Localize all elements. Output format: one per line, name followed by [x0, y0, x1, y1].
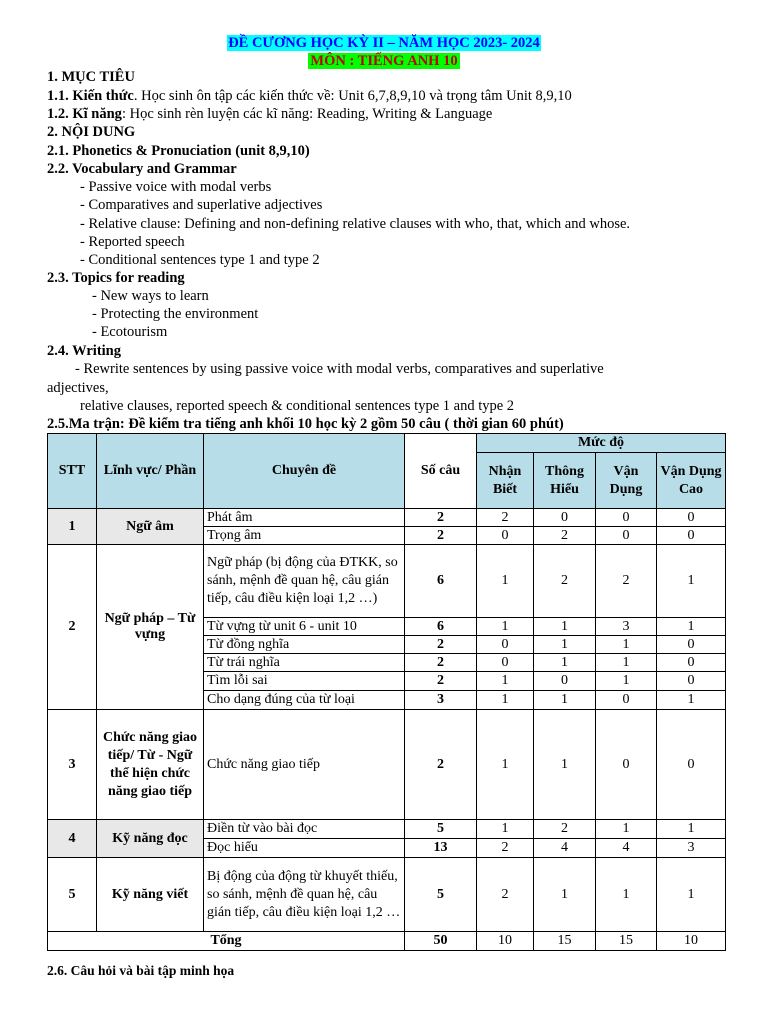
cell-vdc: 0: [657, 672, 726, 691]
cell-nb: 1: [477, 820, 534, 839]
cell-topic: Ngữ pháp (bị động của ĐTKK, so sánh, mệnh đề quan hệ, câu gián tiếp, câu điều kiện loại 1,2 …): [204, 545, 405, 618]
cell-vd: 0: [596, 691, 657, 710]
section-2-1: 2.1. Phonetics & Pronuciation (unit 8,9,10): [47, 143, 310, 159]
cell-vd: 0: [596, 509, 657, 527]
cell-vd: 1: [596, 636, 657, 654]
cell-count: 2: [405, 654, 477, 672]
cell-topic: Tìm lỗi sai: [204, 672, 405, 691]
cell-vd: 2: [596, 545, 657, 618]
cell-th: 4: [534, 839, 596, 858]
cell-stt: 1: [48, 509, 97, 545]
cell-field: Ngữ pháp – Từ vựng: [97, 545, 204, 710]
section-2-4: 2.4. Writing: [47, 343, 121, 359]
cell-topic: Điền từ vào bài đọc: [204, 820, 405, 839]
table-row: [48, 545, 726, 618]
grammar-item: - Relative clause: Defining and non-defining relative clauses with who, that, which and whose.: [80, 216, 631, 232]
section-2-3: 2.3. Topics for reading: [47, 270, 185, 286]
cell-vdc: 0: [657, 509, 726, 527]
cell-count: 2: [405, 672, 477, 691]
cell-vdc: 1: [657, 858, 726, 932]
cell-count: 2: [405, 636, 477, 654]
header-topic: Chuyên đề: [204, 434, 405, 509]
total-th: 15: [534, 932, 596, 951]
cell-th: 2: [534, 820, 596, 839]
document-subtitle: MÔN : TIẾNG ANH 10: [310, 53, 458, 69]
cell-stt: 5: [48, 858, 97, 932]
grammar-item: - Reported speech: [80, 234, 185, 250]
cell-th: 1: [534, 858, 596, 932]
header-vd: Vận Dụng: [596, 453, 657, 509]
cell-topic: Trọng âm: [204, 527, 405, 545]
total-label: Tổng: [48, 932, 405, 951]
cell-topic: Đọc hiểu: [204, 839, 405, 858]
table-row: [48, 509, 726, 527]
reading-topic: - Ecotourism: [92, 324, 168, 340]
writing-line: adjectives,: [47, 380, 109, 396]
cell-count: 2: [405, 509, 477, 527]
cell-vdc: 1: [657, 691, 726, 710]
cell-th: 1: [534, 654, 596, 672]
cell-vdc: 1: [657, 618, 726, 636]
cell-nb: 1: [477, 691, 534, 710]
cell-topic: Từ trái nghĩa: [204, 654, 405, 672]
cell-nb: 2: [477, 858, 534, 932]
cell-vdc: 0: [657, 710, 726, 820]
table-total-row: [48, 932, 726, 951]
header-th: Thông Hiểu: [534, 453, 596, 509]
total-count: 50: [405, 932, 477, 951]
cell-th: 1: [534, 636, 596, 654]
cell-topic: Từ đồng nghĩa: [204, 636, 405, 654]
table-row: [48, 858, 726, 932]
total-nb: 10: [477, 932, 534, 951]
header-level: Mức độ: [477, 434, 726, 453]
cell-vdc: 3: [657, 839, 726, 858]
cell-field: Kỹ năng viết: [97, 858, 204, 932]
cell-count: 2: [405, 527, 477, 545]
cell-stt: 3: [48, 710, 97, 820]
cell-th: 1: [534, 710, 596, 820]
cell-count: 2: [405, 710, 477, 820]
cell-topic: Từ vựng từ unit 6 - unit 10: [204, 618, 405, 636]
cell-vdc: 0: [657, 527, 726, 545]
cell-th: 0: [534, 509, 596, 527]
cell-nb: 2: [477, 509, 534, 527]
cell-topic: Phát âm: [204, 509, 405, 527]
cell-field: Ngữ âm: [97, 509, 204, 545]
cell-field: Chức năng giao tiếp/ Từ - Ngữ thể hiện chức năng giao tiếp: [97, 710, 204, 820]
grammar-item: - Conditional sentences type 1 and type 2: [80, 252, 320, 268]
cell-vd: 3: [596, 618, 657, 636]
header-vdc: Vận Dụng Cao: [657, 453, 726, 509]
section-1-2: 1.2. Kĩ năng: Học sinh rèn luyện các kĩ năng: Reading, Writing & Language: [47, 106, 493, 122]
total-vd: 15: [596, 932, 657, 951]
cell-vd: 1: [596, 672, 657, 691]
cell-vdc: 0: [657, 636, 726, 654]
cell-nb: 1: [477, 545, 534, 618]
cell-topic: Chức năng giao tiếp: [204, 710, 405, 820]
table-header-row: [48, 434, 726, 453]
cell-vd: 0: [596, 710, 657, 820]
cell-topic: Cho dạng đúng của từ loại: [204, 691, 405, 710]
document-title: ĐỀ CƯƠNG HỌC KỲ II – NĂM HỌC 2023- 2024: [228, 35, 540, 51]
header-stt: STT: [48, 434, 97, 509]
section-2-heading: 2. NỘI DUNG: [47, 124, 136, 140]
reading-topic: - Protecting the environment: [92, 306, 259, 322]
header-field: Lĩnh vực/ Phần: [97, 434, 204, 509]
cell-vdc: 0: [657, 654, 726, 672]
cell-th: 2: [534, 527, 596, 545]
grammar-item: - Comparatives and superlative adjectives: [80, 197, 323, 213]
writing-line: - Rewrite sentences by using passive voice with modal verbs, comparatives and superlative: [75, 361, 604, 377]
cell-vd: 0: [596, 527, 657, 545]
cell-vdc: 1: [657, 545, 726, 618]
cell-nb: 0: [477, 654, 534, 672]
section-1-heading: 1. MỤC TIÊU: [47, 69, 135, 85]
cell-count: 6: [405, 618, 477, 636]
cell-stt: 2: [48, 545, 97, 710]
cell-th: 0: [534, 672, 596, 691]
cell-count: 6: [405, 545, 477, 618]
cell-nb: 0: [477, 636, 534, 654]
cell-field: Kỹ năng đọc: [97, 820, 204, 858]
cell-nb: 1: [477, 618, 534, 636]
cell-vd: 1: [596, 820, 657, 839]
section-1-1: 1.1. Kiến thức. Học sinh ôn tập các kiến thức về: Unit 6,7,8,9,10 và trọng tâm Unit 8,9,10: [47, 88, 572, 104]
cell-vd: 1: [596, 654, 657, 672]
cell-count: 3: [405, 691, 477, 710]
cell-topic: Bị động của động từ khuyết thiếu, so sánh, mệnh đề quan hệ, câu gián tiếp, câu điều kiện loại 1,2 …: [204, 858, 405, 932]
cell-count: 13: [405, 839, 477, 858]
cell-stt: 4: [48, 820, 97, 858]
test-matrix-table: [47, 433, 726, 951]
cell-nb: 1: [477, 672, 534, 691]
total-vdc: 10: [657, 932, 726, 951]
cell-vd: 1: [596, 858, 657, 932]
header-nb: Nhận Biết: [477, 453, 534, 509]
table-row: [48, 710, 726, 820]
cell-th: 1: [534, 618, 596, 636]
reading-topic: - New ways to learn: [92, 288, 209, 304]
cell-th: 2: [534, 545, 596, 618]
section-2-6: 2.6. Câu hỏi và bài tập minh họa: [47, 963, 235, 978]
cell-nb: 0: [477, 527, 534, 545]
cell-vdc: 1: [657, 820, 726, 839]
cell-nb: 1: [477, 710, 534, 820]
cell-vd: 4: [596, 839, 657, 858]
cell-nb: 2: [477, 839, 534, 858]
section-2-5: 2.5.Ma trận: Đề kiểm tra tiếng anh khối 10 học kỳ 2 gồm 50 câu ( thời gian 60 phút): [47, 416, 564, 432]
section-2-2: 2.2. Vocabulary and Grammar: [47, 161, 237, 177]
cell-th: 1: [534, 691, 596, 710]
grammar-item: - Passive voice with modal verbs: [80, 179, 272, 195]
header-count: Số câu: [405, 434, 477, 509]
table-row: [48, 820, 726, 839]
cell-count: 5: [405, 820, 477, 839]
cell-count: 5: [405, 858, 477, 932]
writing-line: relative clauses, reported speech & conditional sentences type 1 and type 2: [80, 398, 515, 414]
